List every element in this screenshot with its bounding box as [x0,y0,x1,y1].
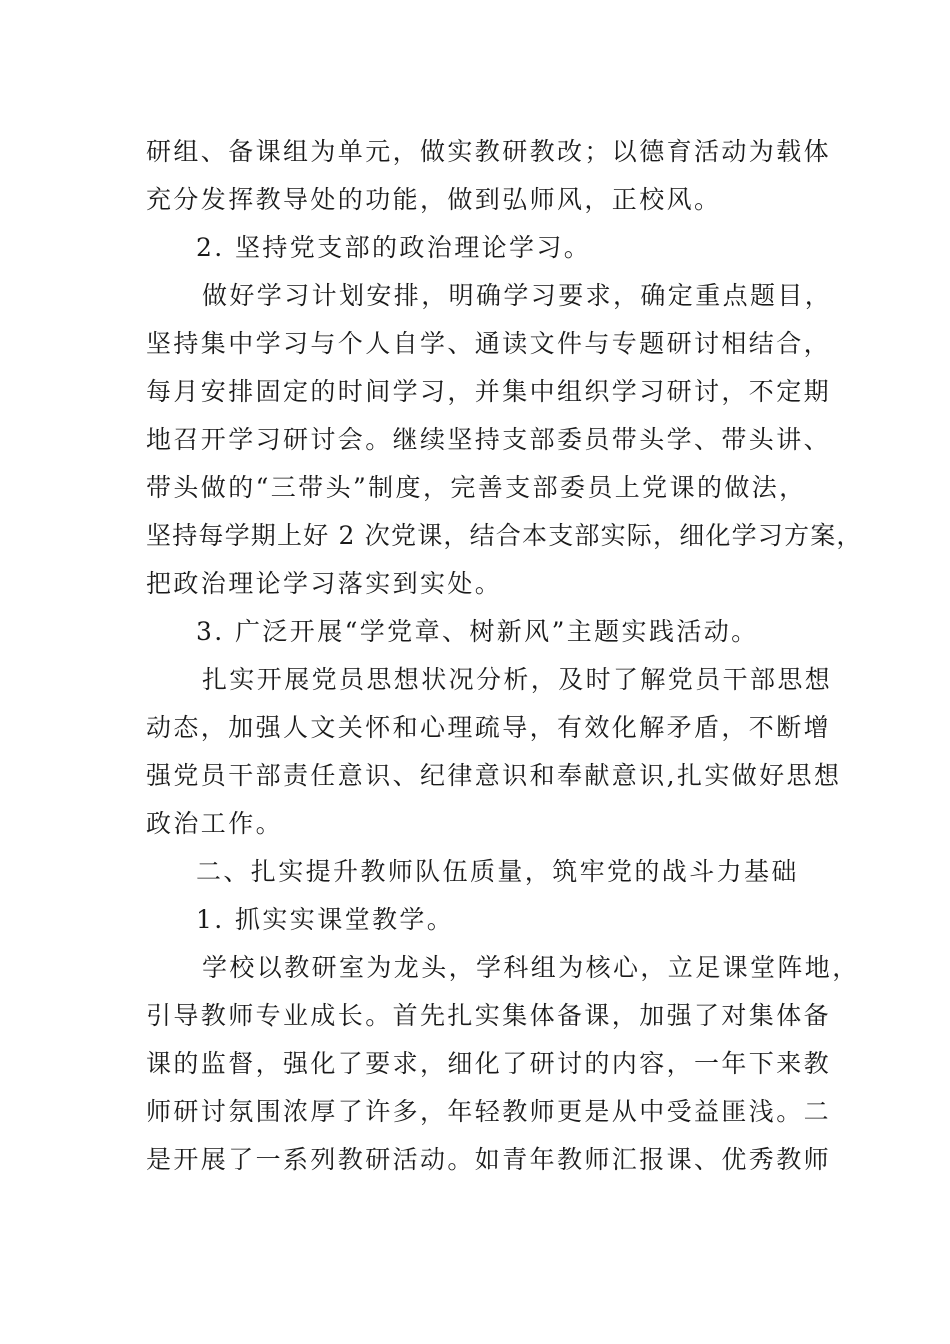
paragraph-line: 每月安排固定的时间学习，并集中组织学习研讨，不定期 [146,377,832,406]
paragraph-line: 充分发挥教导处的功能，做到弘师风，正校风。 [146,185,722,214]
paragraph-line: 带头做的“三带头”制度，完善支部委员上党课的做法， [146,473,807,502]
section-heading-2: 二、扎实提升教师队伍质量，筑牢党的战斗力基础 [196,857,799,886]
paragraph-line: 政治工作。 [146,809,284,838]
subheading-3: 3. 广泛开展“学党章、树新风”主题实践活动。 [196,617,759,646]
paragraph-line: 扎实开展党员思想状况分析，及时了解党员干部思想 [202,665,833,694]
paragraph-line: 课的监督，强化了要求，细化了研讨的内容，一年下来教 [146,1049,832,1078]
paragraph-line: 学校以教研室为龙头，学科组为核心，立足课堂阵地， [202,953,860,982]
paragraph-line: 是开展了一系列教研活动。如青年教师汇报课、优秀教师 [146,1145,832,1174]
paragraph-line: 做好学习计划安排，明确学习要求，确定重点题目， [202,281,833,310]
document-body [146,128,863,1184]
paragraph-line: 动态，加强人文关怀和心理疏导，有效化解矛盾，不断增 [146,713,832,742]
paragraph-line: 把政治理论学习落实到实处。 [146,569,503,598]
paragraph-line: 强党员干部责任意识、纪律意识和奉献意识,扎实做好思想 [146,761,842,790]
paragraph-line: 引导教师专业成长。首先扎实集体备课，加强了对集体备 [146,1001,832,1030]
paragraph-line: 师研讨氛围浓厚了许多，年轻教师更是从中受益匪浅。二 [146,1097,832,1126]
paragraph-line: 研组、备课组为单元，做实教研教改；以德育活动为载体 [146,137,832,166]
paragraph-line: 坚持每学期上好 2 次党课，结合本支部实际，细化学习方案， [146,521,863,550]
subheading-1: 1. 抓实实课堂教学。 [196,905,455,934]
paragraph-line: 坚持集中学习与个人自学、通读文件与专题研讨相结合， [146,329,832,358]
subheading-2: 2. 坚持党支部的政治理论学习。 [196,233,592,262]
paragraph-line: 地召开学习研讨会。继续坚持支部委员带头学、带头讲、 [146,425,832,454]
